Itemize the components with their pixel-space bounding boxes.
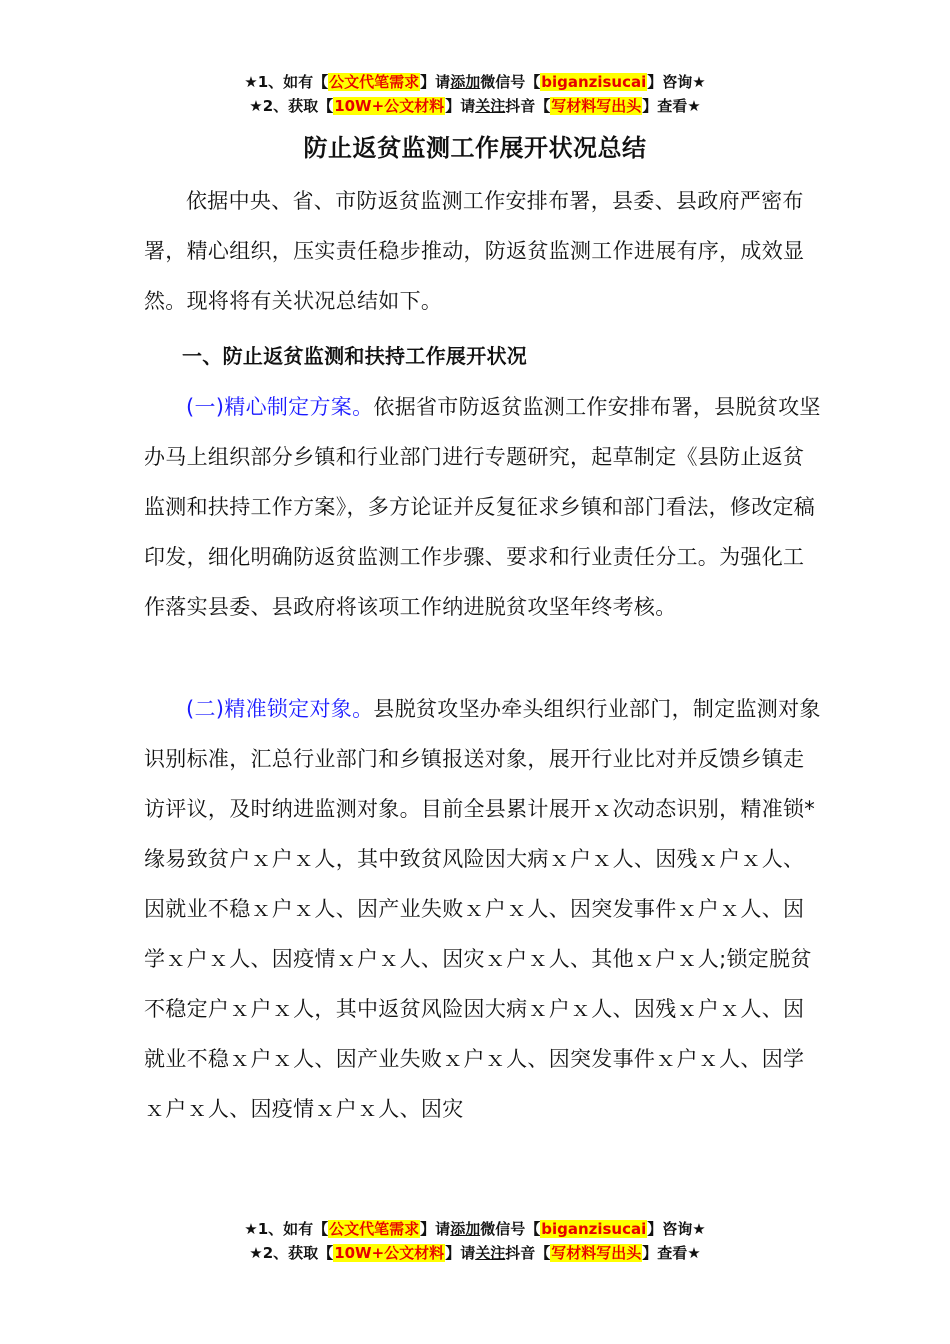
section-heading bbox=[144, 331, 824, 381]
subsection-1-label: (一)精心制定方案。 bbox=[186, 395, 374, 419]
ad-text: 】咨询★ bbox=[647, 73, 706, 91]
ad-highlight-wechat: biganzisucai bbox=[541, 73, 647, 91]
ad-highlight: 10W+公文材料 bbox=[334, 97, 445, 115]
ad-text: 】咨询★ bbox=[647, 1220, 706, 1238]
subsection-1-paragraph bbox=[144, 382, 824, 632]
subsection-2-paragraph bbox=[144, 684, 824, 1134]
ad-line-1 bbox=[0, 70, 950, 94]
subsection-1 bbox=[144, 382, 824, 632]
ad-text: ★1、如有【 bbox=[244, 1220, 329, 1238]
ad-text: 抖音【 bbox=[505, 97, 551, 115]
ad-highlight-douyin: 写材料写出头 bbox=[551, 1244, 642, 1262]
ad-underline: 添加 bbox=[450, 1220, 481, 1238]
ad-text: ★1、如有【 bbox=[244, 73, 329, 91]
ad-highlight-douyin: 写材料写出头 bbox=[551, 97, 642, 115]
ad-line-2 bbox=[0, 94, 950, 118]
ad-underline: 关注 bbox=[475, 1244, 506, 1262]
ad-text: 微信号【 bbox=[480, 1220, 541, 1238]
ad-text: 】查看★ bbox=[642, 97, 701, 115]
section-1-heading: 一、防止返贫监测和扶持工作展开状况 bbox=[182, 344, 528, 368]
ad-text: 】查看★ bbox=[642, 1244, 701, 1262]
ad-text: 抖音【 bbox=[505, 1244, 551, 1262]
intro-paragraph bbox=[144, 176, 824, 326]
ad-highlight: 公文代笔需求 bbox=[329, 1220, 420, 1238]
ad-text: ★2、获取【 bbox=[249, 97, 334, 115]
intro-text: 依据中央、省、市防返贫监测工作安排布署，县委、县政府严密布署，精心组织，压实责任稳步推动，防返贫监测工作进展有序，成效显然。现将将有关状况总结如下。 bbox=[144, 189, 805, 313]
footer-ad-banner bbox=[0, 1217, 950, 1265]
ad-highlight: 公文代笔需求 bbox=[329, 73, 420, 91]
ad-text: 】请 bbox=[445, 1244, 476, 1262]
subsection-1-text: 依据省市防返贫监测工作安排布署，县脱贫攻坚办马上组织部分乡镇和行业部门进行专题研究，起草制定《县防止返贫监测和扶持工作方案》，多方论证并反复征求乡镇和部门看法，修改定稿印发，细化明确防返贫监测工作步骤、要求和行业责任分工。为强化工作落实县委、县政府将该项工作纳进脱贫攻坚年终考核。 bbox=[144, 395, 821, 619]
ad-text: 】请 bbox=[420, 73, 451, 91]
document-title: 防止返贫监测工作展开状况总结 bbox=[303, 134, 647, 162]
subsection-2-text: 县脱贫攻坚办牵头组织行业部门，制定监测对象识别标准，汇总行业部门和乡镇报送对象，展开行业比对并反馈乡镇走访评议，及时纳进监测对象。目前全县累计展开ｘ次动态识别，精准锁*缘易致贫户ｘ户ｘ人，其中致贫风险因大病ｘ户ｘ人、因残ｘ户ｘ人、因就业不稳ｘ户ｘ人、因产业失败ｘ户ｘ人、因突发事件ｘ户ｘ人、因学ｘ户ｘ人、因疫情ｘ户ｘ人、因灾ｘ户ｘ人、其他ｘ户ｘ人;锁定脱贫不稳定户ｘ户ｘ人，其中返贫风险因大病ｘ户ｘ人、因残ｘ户ｘ人、因就业不稳ｘ户ｘ人、因产业失败ｘ户ｘ人、因突发事件ｘ户ｘ人、因学ｘ户ｘ人、因疫情ｘ户ｘ人、因灾 bbox=[144, 697, 821, 1121]
ad-line-1 bbox=[0, 1217, 950, 1241]
ad-text: 微信号【 bbox=[480, 73, 541, 91]
ad-highlight: 10W+公文材料 bbox=[334, 1244, 445, 1262]
ad-underline: 关注 bbox=[475, 97, 506, 115]
ad-highlight-wechat: biganzisucai bbox=[541, 1220, 647, 1238]
ad-text: 】请 bbox=[445, 97, 476, 115]
ad-text: 】请 bbox=[420, 1220, 451, 1238]
ad-line-2 bbox=[0, 1241, 950, 1265]
ad-underline: 添加 bbox=[450, 73, 481, 91]
subsection-2 bbox=[144, 684, 824, 1134]
subsection-2-label: (二)精准锁定对象。 bbox=[186, 697, 374, 721]
header-ad-banner bbox=[0, 70, 950, 118]
ad-text: ★2、获取【 bbox=[249, 1244, 334, 1262]
